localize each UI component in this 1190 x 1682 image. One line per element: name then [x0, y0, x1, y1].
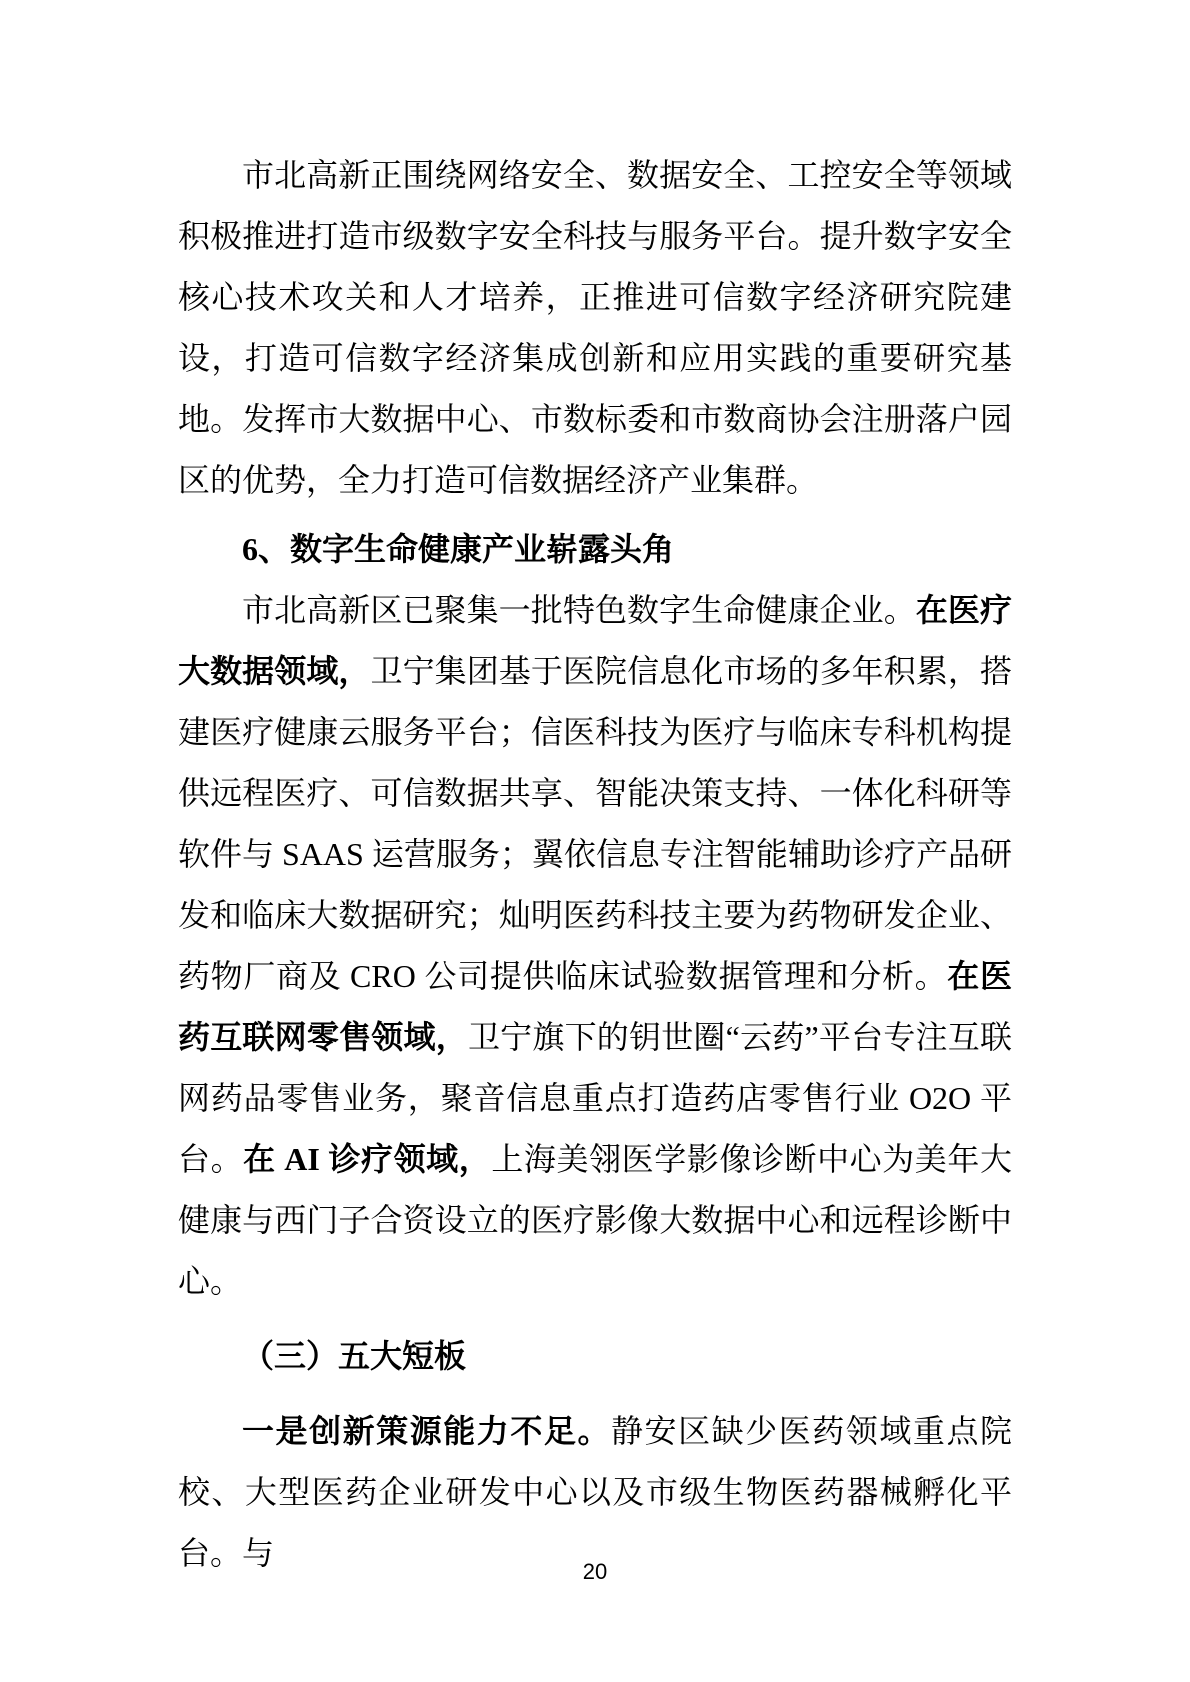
- text-run: 静安区缺少医药领域重点院校、大型医药企业研发中心以及市级生物医药器械孵化平台。与: [178, 1413, 1012, 1571]
- text-run: 市北高新区已聚集一批特色数字生命健康企业。: [242, 592, 916, 628]
- bold-text-run: 一是创新策源能力不足。: [242, 1413, 611, 1449]
- bold-text-run: 在医药互联网零售领域，: [178, 958, 1012, 1055]
- document-body: [178, 145, 1012, 1584]
- bold-text-run: 6、数字生命健康产业崭露头角: [242, 531, 675, 567]
- paragraph: [178, 145, 1012, 511]
- section-heading: [178, 519, 1012, 580]
- paragraph: [178, 1401, 1012, 1584]
- bold-text-run: 在 AI 诊疗领域，: [243, 1141, 492, 1177]
- text-run: 市北高新正围绕网络安全、数据安全、工控安全等领域积极推进打造市级数字安全科技与服务平台。提升数字安全核心技术攻关和人才培养，正推进可信数字经济研究院建设，打造可信数字经济集成创新和应用实践的重要研究基地。发挥市大数据中心、市数标委和市数商协会注册落户园区的优势，全力打造可信数据经济产业集群。: [178, 157, 1012, 498]
- page-number: 20: [582, 1559, 608, 1584]
- text-run: 卫宁集团基于医院信息化市场的多年积累，搭建医疗健康云服务平台；信医科技为医疗与临床专科机构提供远程医疗、可信数据共享、智能决策支持、一体化科研等软件与 SAAS 运营服务；翼依信息专注智能辅助诊疗产品研发和临床大数据研究；灿明医药科技主要为药物研发企业、药物厂商及 CRO 公司提供临床试验数据管理和分析。: [178, 653, 1012, 994]
- bold-text-run: （三）五大短板: [242, 1338, 467, 1374]
- text-run: 上海美翎医学影像诊断中心为美年大健康与西门子合资设立的医疗影像大数据中心和远程诊断中心。: [178, 1141, 1012, 1299]
- section-heading: [178, 1326, 1012, 1387]
- bold-text-run: 在医疗大数据领域，: [178, 592, 1012, 689]
- text-run: 卫宁旗下的钥世圈“云药”平台专注互联网药品零售业务，聚音信息重点打造药店零售行业 O2O 平台。: [178, 1019, 1012, 1177]
- paragraph: [178, 580, 1012, 1312]
